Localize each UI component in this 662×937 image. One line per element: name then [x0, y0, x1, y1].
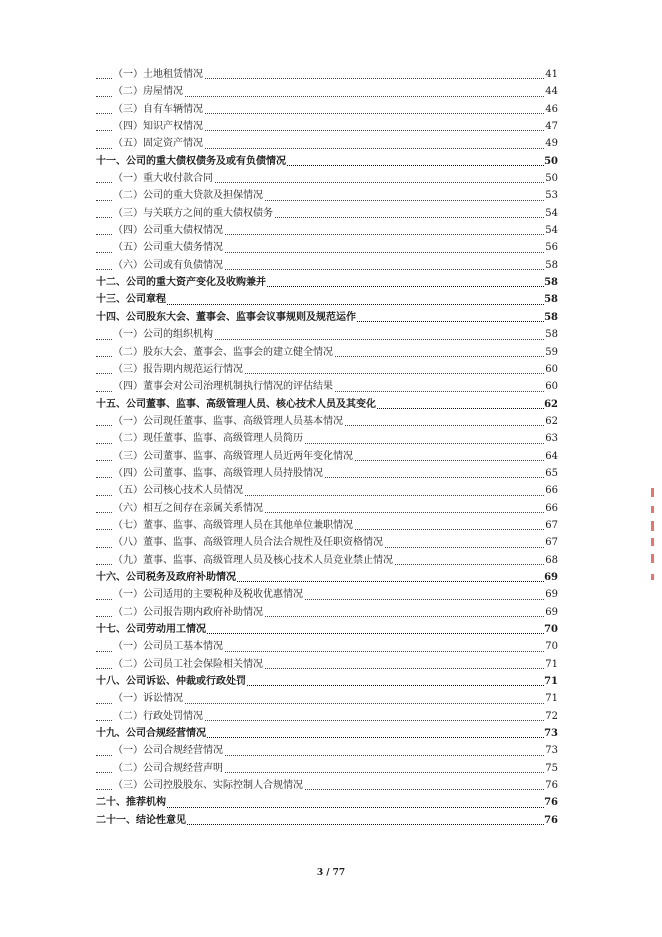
toc-section-entry[interactable]: [96, 673, 558, 690]
toc-section-entry[interactable]: [96, 396, 558, 413]
toc-entry-page: 54: [544, 205, 558, 222]
toc-subsection-entry[interactable]: [96, 604, 558, 621]
toc-entry-title: （一）公司的组织机构: [113, 326, 214, 343]
toc-subsection-entry[interactable]: [96, 378, 558, 395]
toc-entry-title: （一）诉讼情况: [113, 690, 184, 707]
toc-entry-title: （二）现任董事、监事、高级管理人员简历: [113, 430, 304, 447]
toc-entry-title: （一）重大收付款合同: [113, 170, 214, 187]
toc-subsection-entry[interactable]: [96, 344, 558, 361]
toc-section-entry[interactable]: [96, 812, 558, 829]
toc-entry-title: 十五、公司董事、监事、高级管理人员、核心技术人员及其变化: [96, 396, 377, 413]
toc-entry-title: （二）公司合规经营声明: [113, 760, 224, 777]
toc-subsection-entry[interactable]: [96, 222, 558, 239]
toc-subsection-entry[interactable]: [96, 517, 558, 534]
toc-entry-title: 十一、公司的重大债权债务及或有负债情况: [96, 153, 287, 170]
toc-entry-title: 十四、公司股东大会、董事会、监事会议事规则及规范运作: [96, 309, 357, 326]
page-number: 3 / 77: [316, 868, 346, 878]
toc-entry-title: 十八、公司诉讼、仲裁或行政处罚: [96, 673, 247, 690]
toc-entry-title: （一）公司员工基本情况: [113, 638, 224, 655]
toc-entry-title: （九）董事、监事、高级管理人员及核心技术人员竞业禁止情况: [113, 552, 394, 569]
toc-entry-page: 71: [544, 690, 558, 707]
toc-section-entry[interactable]: [96, 291, 558, 308]
toc-entry-page: 69: [544, 586, 558, 603]
toc-entry-page: 64: [544, 448, 558, 465]
toc-entry-page: 76: [544, 794, 558, 811]
toc-subsection-entry[interactable]: [96, 430, 558, 447]
toc-subsection-entry[interactable]: [96, 187, 558, 204]
toc-entry-title: （五）公司重大债务情况: [113, 239, 224, 256]
toc-entry-page: 58: [544, 274, 558, 291]
toc-subsection-entry[interactable]: [96, 448, 558, 465]
toc-subsection-entry[interactable]: [96, 482, 558, 499]
toc-entry-page: 67: [544, 534, 558, 551]
toc-entry-title: （一）公司现任董事、监事、高级管理人员基本情况: [113, 413, 344, 430]
toc-entry-title: （二）房屋情况: [113, 83, 184, 100]
toc-subsection-entry[interactable]: [96, 690, 558, 707]
toc-entry-title: （二）公司报告期内政府补助情况: [113, 604, 264, 621]
toc-subsection-entry[interactable]: [96, 170, 558, 187]
toc-entry-title: （四）公司董事、监事、高级管理人员持股情况: [113, 465, 324, 482]
toc-entry-page: 46: [544, 101, 558, 118]
toc-entry-title: （三）报告期内规范运行情况: [113, 361, 244, 378]
toc-subsection-entry[interactable]: [96, 742, 558, 759]
toc-entry-page: 54: [544, 222, 558, 239]
toc-entry-title: （五）公司核心技术人员情况: [113, 482, 244, 499]
toc-entry-page: 72: [544, 708, 558, 725]
toc-subsection-entry[interactable]: [96, 534, 558, 551]
toc-subsection-entry[interactable]: [96, 361, 558, 378]
toc-entry-page: 59: [544, 344, 558, 361]
toc-subsection-entry[interactable]: [96, 135, 558, 152]
toc-entry-page: 58: [544, 291, 558, 308]
toc-entry-page: 76: [544, 777, 558, 794]
toc-entry-page: 66: [544, 482, 558, 499]
toc-subsection-entry[interactable]: [96, 586, 558, 603]
toc-entry-page: 41: [544, 66, 558, 83]
toc-entry-title: 十二、公司的重大资产变化及收购兼并: [96, 274, 267, 291]
toc-entry-title: （二）公司员工社会保险相关情况: [113, 656, 264, 673]
toc-entry-title: （三）公司控股股东、实际控制人合规情况: [113, 777, 304, 794]
toc-subsection-entry[interactable]: [96, 118, 558, 135]
toc-entry-page: 62: [544, 413, 558, 430]
toc-entry-title: （六）公司或有负债情况: [113, 257, 224, 274]
toc-entry-page: 58: [544, 309, 558, 326]
toc-entry-page: 62: [544, 396, 558, 413]
toc-entry-page: 65: [544, 465, 558, 482]
toc-subsection-entry[interactable]: [96, 760, 558, 777]
toc-subsection-entry[interactable]: [96, 552, 558, 569]
toc-subsection-entry[interactable]: [96, 656, 558, 673]
toc-entry-title: （三）自有车辆情况: [113, 101, 204, 118]
toc-entry-page: 53: [544, 187, 558, 204]
toc-entry-page: 75: [544, 760, 558, 777]
toc-entry-page: 44: [544, 83, 558, 100]
toc-entry-title: （八）董事、监事、高级管理人员合法合规性及任职资格情况: [113, 534, 384, 551]
toc-subsection-entry[interactable]: [96, 777, 558, 794]
toc-subsection-entry[interactable]: [96, 239, 558, 256]
toc-subsection-entry[interactable]: [96, 101, 558, 118]
seal-edge-marks: [651, 488, 657, 588]
toc-entry-title: （三）与关联方之间的重大债权债务: [113, 205, 274, 222]
toc-entry-page: 66: [544, 500, 558, 517]
toc-subsection-entry[interactable]: [96, 638, 558, 655]
toc-entry-page: 67: [544, 517, 558, 534]
toc-entry-page: 76: [544, 812, 558, 829]
toc-subsection-entry[interactable]: [96, 500, 558, 517]
toc-entry-page: 60: [544, 361, 558, 378]
toc-entry-page: 47: [544, 118, 558, 135]
toc-entry-title: 十九、公司合规经营情况: [96, 725, 207, 742]
toc-entry-page: 68: [544, 552, 558, 569]
toc-entry-title: （二）股东大会、董事会、监事会的建立健全情况: [113, 344, 334, 361]
toc-section-entry[interactable]: [96, 621, 558, 638]
toc-entry-page: 49: [544, 135, 558, 152]
toc-entry-title: （七）董事、监事、高级管理人员在其他单位兼职情况: [113, 517, 354, 534]
toc-entry-title: （六）相互之间存在亲属关系情况: [113, 500, 264, 517]
toc-entry-title: 十三、公司章程: [96, 291, 167, 308]
toc-subsection-entry[interactable]: [96, 257, 558, 274]
toc-section-entry[interactable]: [96, 569, 558, 586]
toc-subsection-entry[interactable]: [96, 465, 558, 482]
toc-entry-page: 50: [544, 153, 558, 170]
toc-entry-title: 二十、推荐机构: [96, 794, 167, 811]
toc-section-entry[interactable]: [96, 274, 558, 291]
toc-entry-title: 二十一、结论性意见: [96, 812, 187, 829]
table-of-contents: [96, 66, 558, 829]
toc-entry-title: （二）行政处罚情况: [113, 708, 204, 725]
toc-entry-title: （一）公司合规经营情况: [113, 742, 224, 759]
toc-entry-title: （一）公司适用的主要税种及税收优惠情况: [113, 586, 304, 603]
toc-entry-title: （四）董事会对公司治理机制执行情况的评估结果: [113, 378, 334, 395]
toc-entry-title: 十七、公司劳动用工情况: [96, 621, 207, 638]
toc-entry-page: 73: [544, 725, 558, 742]
toc-entry-title: （一）土地租赁情况: [113, 66, 204, 83]
toc-subsection-entry[interactable]: [96, 413, 558, 430]
toc-entry-page: 58: [544, 326, 558, 343]
toc-subsection-entry[interactable]: [96, 66, 558, 83]
toc-section-entry[interactable]: [96, 794, 558, 811]
toc-section-entry[interactable]: [96, 153, 558, 170]
toc-entry-page: 73: [544, 742, 558, 759]
toc-entry-page: 69: [544, 569, 558, 586]
toc-subsection-entry[interactable]: [96, 708, 558, 725]
toc-entry-page: 71: [544, 673, 558, 690]
toc-entry-page: 63: [544, 430, 558, 447]
toc-entry-title: （二）公司的重大贷款及担保情况: [113, 187, 264, 204]
toc-entry-page: 71: [544, 656, 558, 673]
toc-entry-page: 58: [544, 257, 558, 274]
toc-entry-page: 69: [544, 604, 558, 621]
toc-entry-title: （四）公司重大债权情况: [113, 222, 224, 239]
toc-section-entry[interactable]: [96, 725, 558, 742]
toc-entry-title: （五）固定资产情况: [113, 135, 204, 152]
toc-subsection-entry[interactable]: [96, 205, 558, 222]
toc-entry-page: 70: [544, 621, 558, 638]
toc-entry-page: 70: [544, 638, 558, 655]
toc-section-entry[interactable]: [96, 309, 558, 326]
toc-entry-title: 十六、公司税务及政府补助情况: [96, 569, 237, 586]
toc-entry-title: （三）公司董事、监事、高级管理人员近两年变化情况: [113, 448, 354, 465]
toc-subsection-entry[interactable]: [96, 83, 558, 100]
toc-entry-page: 50: [544, 170, 558, 187]
toc-entry-page: 56: [544, 239, 558, 256]
toc-entry-title: （四）知识产权情况: [113, 118, 204, 135]
toc-subsection-entry[interactable]: [96, 326, 558, 343]
toc-entry-page: 60: [544, 378, 558, 395]
